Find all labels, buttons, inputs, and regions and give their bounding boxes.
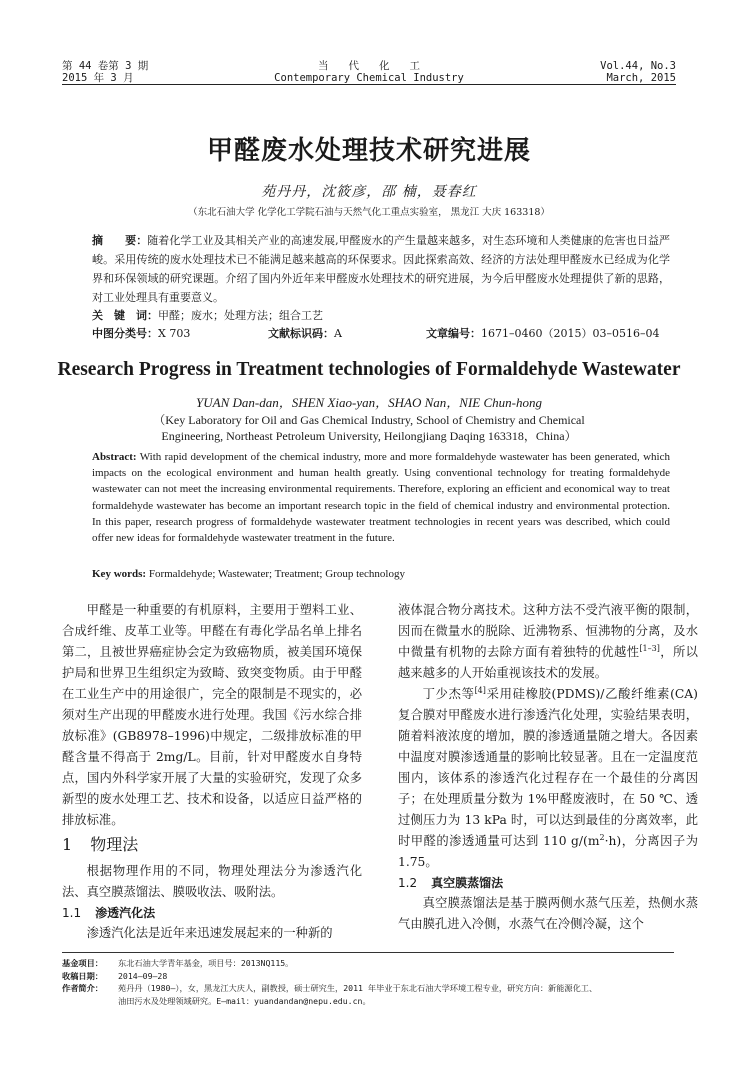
fund-label: 基金项目： [62, 958, 103, 968]
section-1-title: 物理法 [90, 835, 139, 854]
section-1-1-paragraph: 渗透汽化法是近年来迅速发展起来的一种新的 [86, 926, 333, 940]
keywords-en-label: Key words: [92, 568, 147, 580]
footnote-author [62, 982, 676, 995]
received-label: 收稿日期： [62, 970, 103, 981]
pervaporation-text: 液体混合物分离技术。这种方法不受汽液平衡的限制，因而在微量水的脱除、近沸物系、恒沸物的分离，及水中微量有机物的去除方面有着独特的优越性 [398, 603, 698, 659]
authors-en: YUAN Dan-dan，SHEN Xiao-yan，SHAO Nan，NIE Chun-hong [196, 395, 542, 410]
keywords-en [92, 566, 670, 582]
footnote-divider [62, 952, 674, 953]
pervaporation-text-end: ，所以越来越多的人开始重视该技术的发展。 [398, 645, 698, 680]
ding-study-text-end: ·h)，分离因子为 1.75。 [398, 834, 698, 869]
unit-superscript: 2 [599, 832, 605, 842]
section-1-paragraph: 根据物理作用的不同，物理处理法分为渗透汽化法、真空膜蒸馏法、膜吸收法、吸附法。 [62, 864, 362, 899]
footnote-fund [62, 957, 676, 970]
footnote-author-cont: 油田污水及处理领域研究。E–mail：yuandandan@nepu.edu.cn。 [118, 995, 371, 1006]
authors-cn: 苑丹丹，沈筱彦，邵 楠，聂春红 [261, 184, 477, 200]
section-1-1-number: 1.1 [62, 906, 82, 920]
body-column-right [398, 600, 698, 935]
section-1-heading [62, 833, 362, 857]
header-journal-en: Contemporary Chemical Industry [274, 72, 464, 84]
header-volume-en [600, 60, 676, 84]
paper-title-cn: 甲醛废水处理技术研究进展 [206, 136, 531, 166]
section-1-1-heading [62, 903, 362, 923]
header-month-year: March, 2015 [606, 72, 676, 84]
section-1-2-title: 真空膜蒸馏法 [431, 876, 504, 890]
keywords-cn-text: 甲醛；废水；处理方法；组合工艺 [158, 309, 323, 322]
article-number-label: 文章编号： [426, 327, 481, 340]
running-header [62, 60, 676, 84]
doc-code-value: A [334, 327, 342, 340]
header-journal-cn: 当代化工 [318, 60, 440, 72]
abstract-cn-text: 随着化学工业及其相关产业的高速发展,甲醛废水的产生量越来越多，对生态环境和人类健康的危害也日益严峻。采用传统的废水处理技术已不能满足越来越高的环保要求。因此探索高效、经济的方法处理甲醛废水已经成为化学界和环保领域的研究课题。介绍了国内外近年来甲醛废水处理技术的研究进展，为今后甲醛废水处理提供了新的思路，对工业处理具有重要意义。 [92, 234, 671, 304]
citation-1-3: [1–3] [639, 643, 660, 653]
affiliation-cn: （东北石油大学 化学化工学院石油与天然气化工重点实验室， 黑龙江 大庆 163318） [188, 207, 550, 218]
section-1-2-number: 1.2 [398, 876, 418, 890]
section-1-2-heading [398, 873, 698, 893]
header-divider [62, 84, 676, 85]
header-date-cn: 2015 年 3 月 [62, 72, 134, 84]
header-journal [62, 60, 676, 84]
fund-text: 东北石油大学青年基金，项目号：2013NQ115。 [118, 958, 294, 968]
keywords-cn [92, 306, 670, 325]
keywords-cn-label: 关 键 词： [92, 309, 158, 322]
citation-4: [4] [474, 685, 486, 695]
body-column-left [62, 600, 362, 944]
ding-study-text: 采用硅橡胶(PDMS)/乙酸纤维素(CA)复合膜对甲醛废水进行渗透汽化处理，实验结果表明，随着料液浓度的增加，膜的渗透通量随之增大。各因素中温度对膜渗透通量的影响比较显著。且在一定温度范围内，该体系的渗透汽化过程存在一个最佳的分离因子；在处理质量分数为 1%甲醛废液时，在 50 ℃、透过侧压力为 13 kPa 时，可以达到最佳的分离效率，此时甲醛的渗透通量可达到 110 g/(m [398, 687, 698, 848]
abstract-cn-label: 摘 要： [92, 234, 148, 247]
article-number [426, 324, 659, 343]
doc-code-label: 文献标识码： [268, 327, 334, 340]
paper-title-en: Research Progress in Treatment technologies of Formaldehyde Wastewater [57, 359, 681, 380]
abstract-en-label: Abstract: [92, 451, 137, 463]
affiliation-en: （Key Laboratory for Oil and Gas Chemical Industry, School of Chemistry and Chemical Engineering, Northeast Petroleum University, Heilongjiang Daqing 163318，China） [153, 413, 585, 443]
article-number-value: 1671–0460（2015）03–0516–04 [481, 327, 660, 340]
pervaporation-paragraph [398, 600, 698, 684]
section-1-1-title: 渗透汽化法 [95, 906, 156, 920]
document-code [268, 324, 426, 343]
footnote [62, 957, 676, 1007]
abstract-en-text: With rapid development of the chemical industry, more and more formaldehyde wastewater has been generated, which impacts on the ecological environment and human health greatly. Using conventional technology for treating formaldehyde wastewater can not meet the increasing environmental requirements. Therefore, exploring an efficient and economical way to treat formaldehyde wastewater has become an important research topic in the field of chemical industry and environmental protection. In this paper, research progress of formaldehyde wastewater treatment technologies in recent years was described, which could offer new ideas for formaldehyde wastewater treatment in the future. [92, 451, 670, 545]
footnote-received [62, 970, 676, 983]
classification-row [92, 324, 670, 343]
abstract-en [92, 449, 670, 546]
section-1-2-paragraph: 真空膜蒸馏法是基于膜两侧水蒸气压差，热侧水蒸气由膜孔进入冷侧，水蒸气在冷侧冷凝，这个 [398, 896, 698, 931]
intro-paragraph: 甲醛是一种重要的有机原料，主要用于塑料工业、合成纤维、皮革工业等。甲醛在有毒化学品名单上排名第二，且被世界癌症协会定为致癌物质，被美国环境保护局和世界卫生组织定为致畸、致突变物质。由于甲醛在工业生产中的用途很广，完全的限制是不现实的，必须对生产出现的甲醛废水进行处理。我国《污水综合排放标准》(GB8978–1996)中规定，二级排放标准的甲醛含量不得高于 2mg/L。目前，针对甲醛废水自身特点，国内外科学家开展了大量的实验研究，发现了众多新型的废水处理工艺、技术和设备，以适应日益严格的排放标准。 [62, 603, 362, 827]
clc-number [92, 324, 268, 343]
header-vol-no: Vol.44, No.3 [600, 60, 676, 72]
clc-label: 中图分类号： [92, 327, 158, 340]
author-bio-label: 作者简介： [62, 983, 103, 993]
received-date: 2014–09–28 [118, 970, 168, 981]
ding-study-paragraph [398, 684, 698, 873]
section-1-number: 1 [62, 835, 73, 854]
author-bio-text: 苑丹丹（1980–），女，黑龙江大庆人，副教授，硕士研究生，2011 年毕业于东北石油大学环境工程专业，研究方向：新能源化工、 [118, 983, 598, 993]
clc-value: X 703 [158, 327, 191, 340]
header-volume-cn: 第 44 卷第 3 期 [62, 60, 149, 72]
ding-study-author: 丁少杰等 [422, 687, 475, 701]
abstract-cn [92, 231, 670, 307]
keywords-en-text: Formaldehyde; Wastewater; Treatment; Group technology [148, 568, 405, 580]
